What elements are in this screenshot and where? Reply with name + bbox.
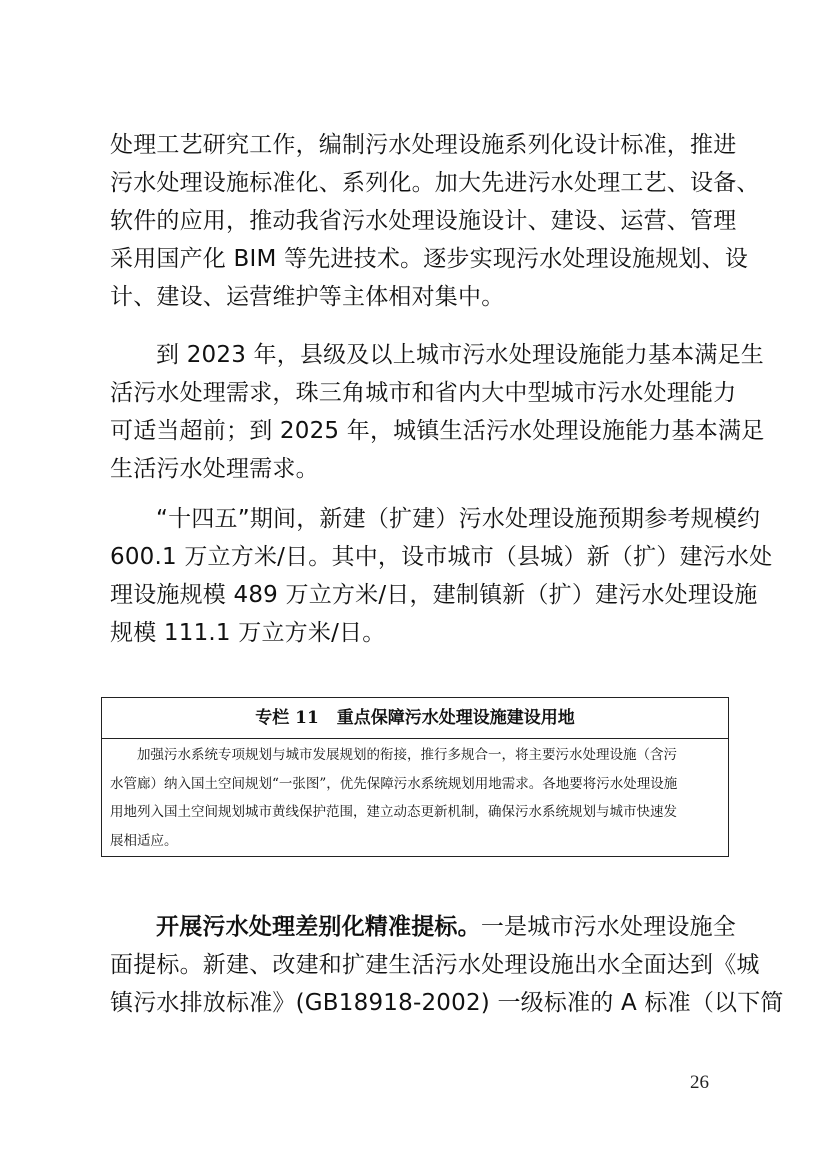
- text-line: 可适当超前；到 2025 年，城镇生活污水处理设施能力基本满足: [110, 418, 765, 444]
- text-line: 规模 111.1 万立方米/日。: [110, 620, 386, 646]
- box-text-line: 展相适应。: [110, 832, 178, 849]
- text-line: 镇污水排放标准》(GB18918-2002) 一级标准的 A 标准（以下简: [110, 990, 784, 1016]
- text-line: 处理工艺研究工作，编制污水处理设施系列化设计标准，推进: [110, 132, 737, 158]
- box-body: [102, 739, 728, 855]
- text-line: 活污水处理需求，珠三角城市和省内大中型城市污水处理能力: [110, 380, 737, 406]
- box-text-line: 加强污水系统专项规划与城市发展规划的衔接，推行多规合一，将主要污水处理设施（含污: [137, 747, 677, 763]
- text-line: 理设施规模 489 万立方米/日，建制镇新（扩）建污水处理设施: [110, 582, 758, 608]
- box-text-line: 水管廊）纳入国土空间规划“一张图”，优先保障污水系统规划用地需求。各地要将污水处理设施: [110, 775, 678, 792]
- text-line: 计、建设、运营维护等主体相对集中。: [110, 284, 505, 310]
- box-title: [102, 698, 728, 739]
- text-line: 软件的应用，推动我省污水处理设施设计、建设、运营、管理: [110, 208, 737, 234]
- page-number: 26: [690, 1072, 709, 1093]
- paragraph-heading: 开展污水处理差别化精准提标。: [156, 914, 481, 940]
- paragraph-4: [110, 908, 784, 1022]
- text-line: 生活污水处理需求。: [110, 456, 319, 482]
- text-line: 面提标。新建、改建和扩建生活污水处理设施出水全面达到《城: [110, 952, 760, 978]
- sidebar-box: [101, 697, 729, 857]
- box-text-line: 用地列入国土空间规划城市黄线保护范围，建立动态更新机制，确保污水系统规划与城市快速发: [110, 804, 677, 820]
- text-line: “十四五”期间，新建（扩建）污水处理设施预期参考规模约: [156, 506, 761, 532]
- paragraph-3: [110, 500, 773, 652]
- paragraph-1: [110, 126, 760, 316]
- text-line: 采用国产化 BIM 等先进技术。逐步实现污水处理设施规划、设: [110, 246, 749, 272]
- box-title-text: 重点保障污水处理设施建设用地: [336, 708, 575, 728]
- text-line: [110, 908, 737, 946]
- text-line: 600.1 万立方米/日。其中，设市城市（县城）新（扩）建污水处: [110, 544, 773, 570]
- text-line: 污水处理设施标准化、系列化。加大先进污水处理工艺、设备、: [110, 170, 760, 196]
- paragraph-2: [110, 336, 765, 488]
- text-line: 到 2023 年，县级及以上城市污水处理设施能力基本满足生: [156, 342, 764, 368]
- paragraph-text: 一是城市污水处理设施全: [480, 914, 737, 940]
- box-label: 专栏 11: [255, 708, 319, 728]
